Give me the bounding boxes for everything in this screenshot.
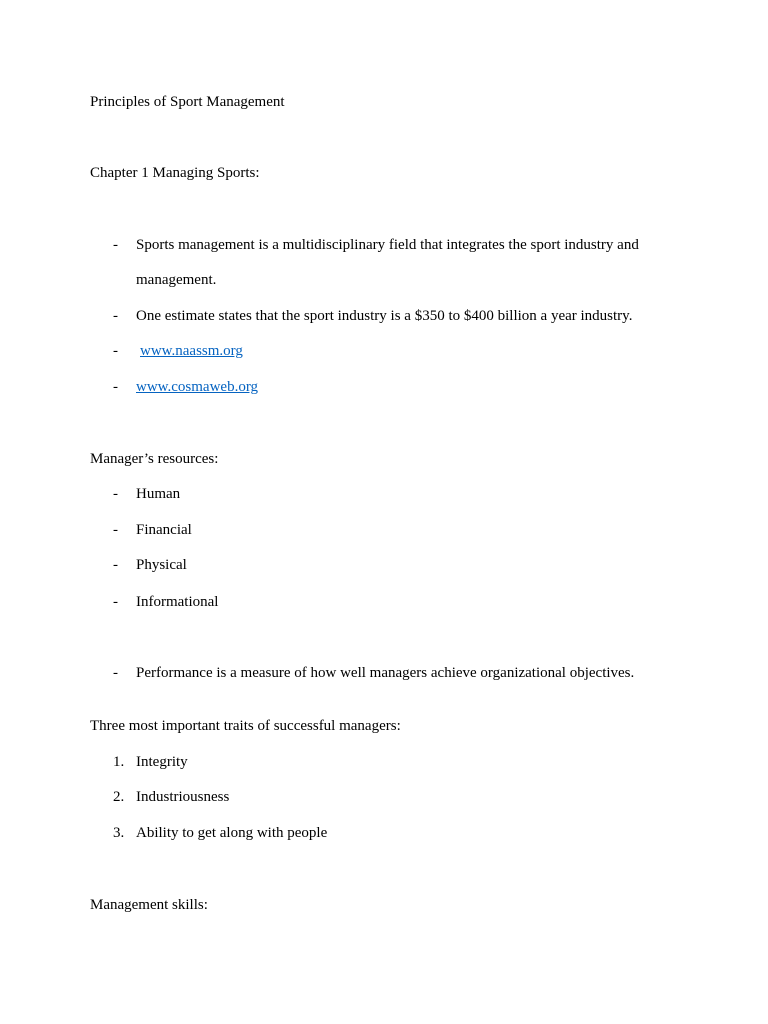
- list-dash: -: [113, 308, 118, 324]
- list-item-text: Performance is a measure of how well managers achieve organizational objectives.: [136, 665, 635, 681]
- list-item-text: management.: [136, 272, 217, 288]
- list-item-text: Informational: [136, 594, 219, 610]
- list-dash: -: [113, 522, 118, 538]
- traits-heading: Three most important traits of successful managers:: [90, 718, 401, 734]
- list-item-text: Human: [136, 486, 181, 502]
- list-dash: -: [113, 343, 118, 359]
- list-item-text: Sports management is a multidisciplinary field that integrates the sport industry and: [136, 237, 639, 253]
- list-number: 3.: [113, 825, 125, 841]
- list-item-text: Financial: [136, 522, 192, 538]
- document-title: Principles of Sport Management: [90, 94, 285, 110]
- list-number: 1.: [113, 754, 125, 770]
- naassm-link-wrapper: [140, 341, 243, 361]
- list-item-text: Physical: [136, 557, 187, 573]
- list-dash: -: [113, 486, 118, 502]
- list-dash: -: [113, 379, 118, 395]
- list-item-text: One estimate states that the sport industry is a $350 to $400 billion a year industry.: [136, 308, 633, 324]
- list-dash: -: [113, 594, 118, 610]
- list-dash: -: [113, 557, 118, 573]
- list-item-text: Industriousness: [136, 789, 230, 805]
- list-item-text: Integrity: [136, 754, 188, 770]
- cosmaweb-link-wrapper: [136, 377, 258, 397]
- list-dash: -: [113, 237, 118, 253]
- list-dash: -: [113, 665, 118, 681]
- skills-heading: Management skills:: [90, 897, 208, 913]
- cosmaweb-link[interactable]: www.cosmaweb.org: [136, 379, 259, 395]
- resources-heading: Manager’s resources:: [90, 451, 219, 467]
- list-item-text: Ability to get along with people: [136, 825, 328, 841]
- list-number: 2.: [113, 789, 125, 805]
- chapter-heading: Chapter 1 Managing Sports:: [90, 165, 260, 181]
- naassm-link[interactable]: www.naassm.org: [140, 343, 243, 359]
